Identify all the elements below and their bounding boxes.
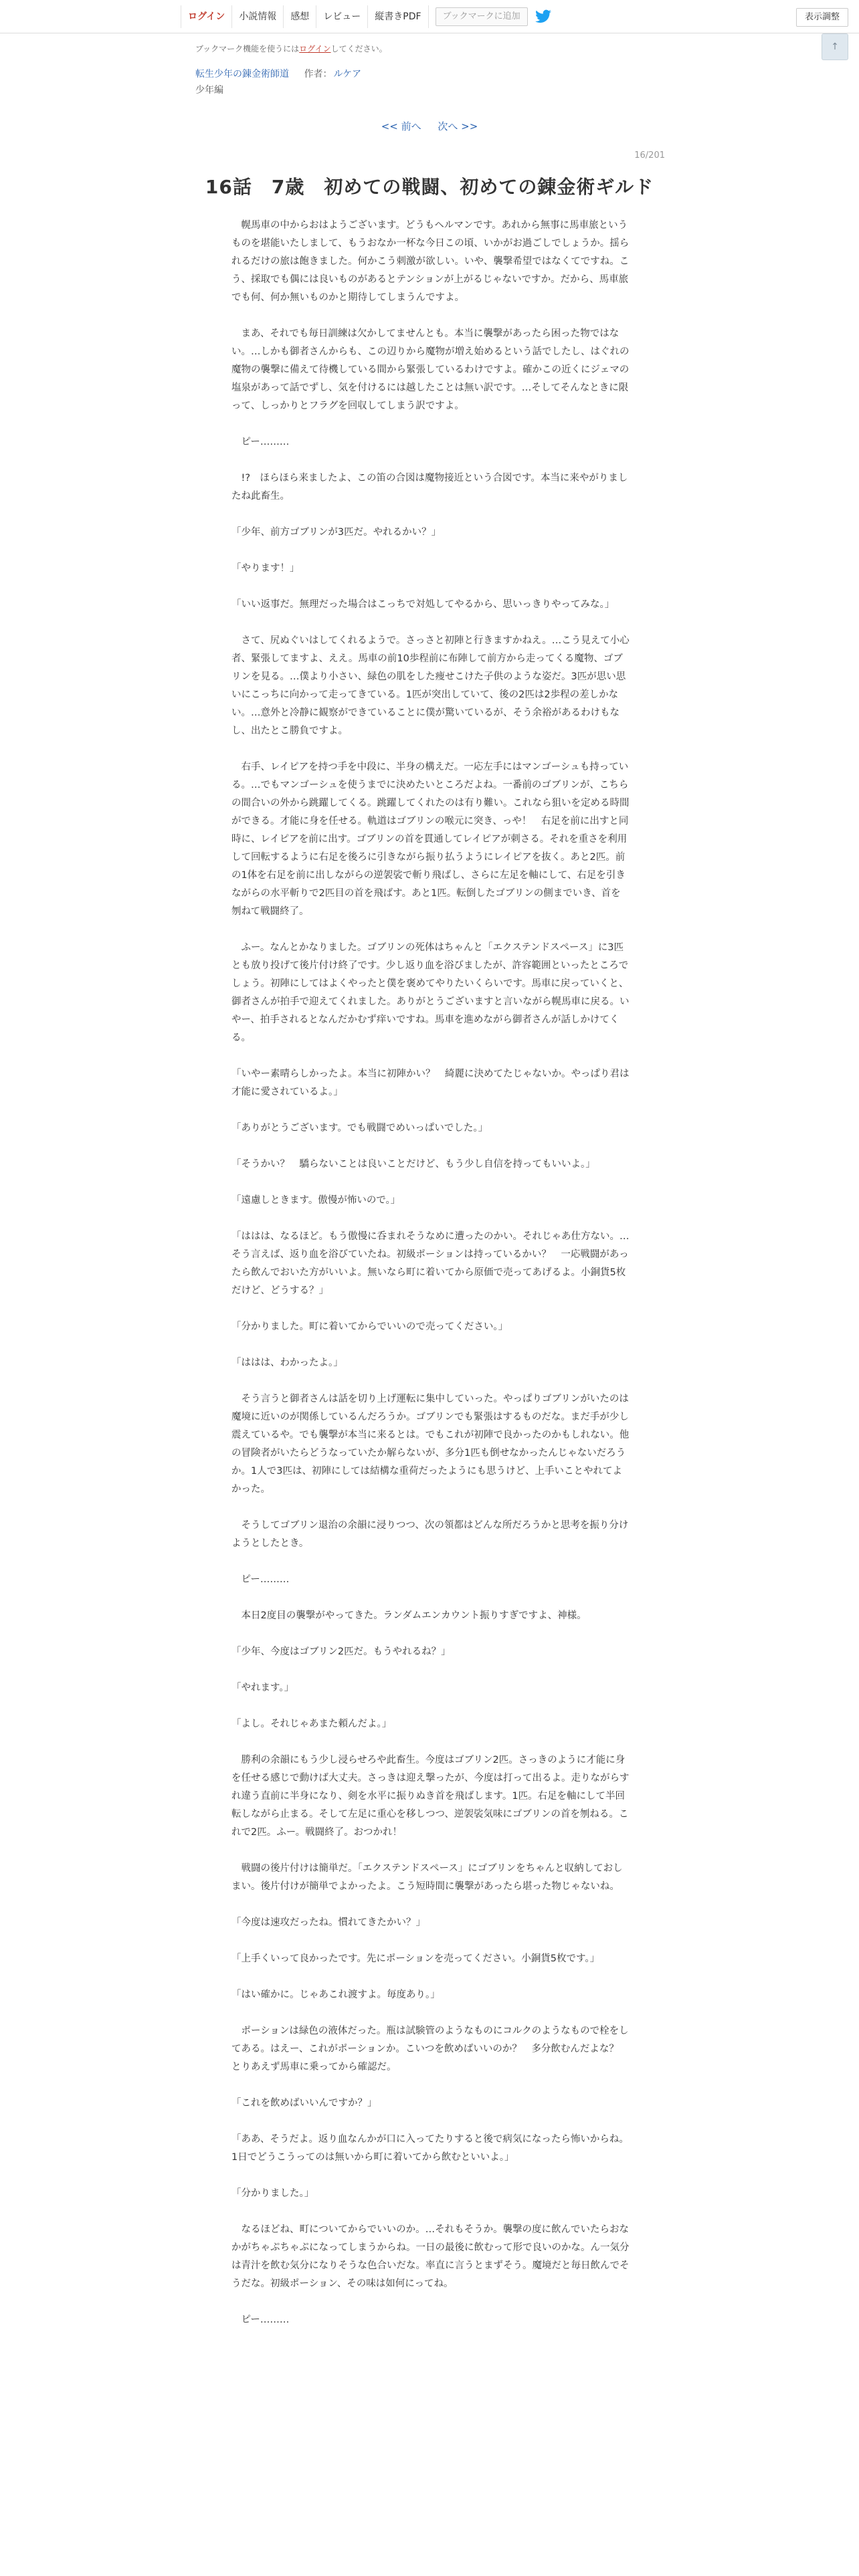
chapter-group-label: 少年編 [195,85,223,96]
notice-text-before: ブックマーク機能を使うには [195,44,300,53]
page-up-button[interactable]: ↑ [822,33,848,60]
novel-paragraph: 幌馬車の中からおはようございます。どうもヘルマンです。あれから無事に馬車旅というものを堪能いたしまして、もうおなか一杯な今日この頃、いかがお過ごしでしょうか。揺られるだけの旅は飽きました。何かこう刺激が欲しい。いや、襲撃希望ではなくてですね。こう、採取でも偶には良いものがあるとテンションが上がるじゃないですか。だから、馬車旅でも何、何か無いものかと期待してしまうんですよ。 [231,220,630,303]
nav-menu [181,5,552,28]
novel-paragraph: 「いやー素晴らしかったよ。本当に初陣かい？ 綺麗に決めてたじゃないか。やっぱり君は才能に愛されているよ。」 [231,1069,630,1097]
novel-paragraph: 勝利の余韻にもう少し浸らせろや此畜生。今度はゴブリン2匹。さっきのように才能に身を任せる感じで動けば大丈夫。さっきは迎え撃ったが、今度は打って出るよ。走りながらすれ違う直前に半身になり、剣を水平に振りぬき首を飛ばします。1匹。右足を軸にして半回転しながら止まる。そして左足に重心を移しつつ、逆袈裟気味にゴブリンの首を刎ねる。これで2匹。ふー。戦闘終了。おつかれ！ [231,1755,630,1838]
novel-paragraph: ピー……… [231,2315,290,2325]
novel-paragraph: 「分かりました。」 [231,2188,314,2199]
novel-paragraph: 「よし。それじゃあまた頼んだよ。」 [231,1719,392,1729]
novel-paragraph: 「はい確かに。じゃあこれ渡すよ。毎度あり。」 [231,1990,440,2000]
novel-paragraph: !? ほらほら来ましたよ、この笛の合図は魔物接近という合図です。本当に来やがりましたね此畜生。 [231,473,628,502]
prev-chapter-link[interactable]: << 前へ [381,120,421,132]
nav-vertical-pdf-link[interactable]: 縦書きPDF [368,5,428,28]
novel-body [231,217,630,2347]
notice-login-link[interactable]: ログイン [299,44,331,53]
novel-paragraph: 戦闘の後片付けは簡単だ。「エクステンドスペース」にゴブリンをちゃんと収納しておしまい。後片付けが簡単でよかったよ。こう短時間に襲撃があったら堪った物じゃないね。 [231,1863,623,1892]
page-counter: 16/201 [634,150,665,160]
nav-review-link[interactable]: レビュー [316,5,368,28]
novel-paragraph: 「ああ、そうだよ。返り血なんかが口に入ってたりすると後で病気になったら怖いからね。1日でどうこうってのは無いから町に着いてから飲むといいよ。」 [231,2134,629,2163]
next-chapter-link[interactable]: 次へ >> [438,120,478,132]
novel-paragraph: まあ、それでも毎日訓練は欠かしてませんとも。本当に襲撃があったら困った物ではない。…しかも御者さんからも、この辺りから魔物が増え始めるという話でしたし、はぐれの魔物の襲撃に備えて待機している間から緊張しているわけですよ。確かこの近くにジェマの塩泉があって話でずし、気を付けるには越したことは無い訳です。…そしてそんなときに限って、しっかりとフラグを回収してしまう訳ですよ。 [231,328,630,411]
novel-paragraph: 「やれます。」 [231,1683,294,1693]
novel-paragraph: 本日2度目の襲撃がやってきた。ランダムエンカウント振りすぎですよ、神様。 [231,1610,587,1621]
novel-paragraph: 「ははは、なるほど。もう傲慢に呑まれそうなめに遭ったのかい。それじゃあ仕方ない。…そう言えば、返り血を浴びていたね。初級ポーションは持っているかい？ 一応戦闘があったら飲んでおいた方がいいよ。無いなら町に着いてから原価で売ってあげるよ。小銅貨5枚だけど、どうする？」 [231,1231,630,1296]
display-settings-button[interactable]: 表示調整 [796,8,848,27]
novel-paragraph: なるほどね、町についてからでいいのか。…それもそうか。襲撃の度に飲んでいたらおなかがちゃぷちゃぷになってしまうからね。一日の最後に飲むって形で良いのかな。ん一気分は青汁を飲む気分になりそうな色合いだな。率直に言うとまずそう。魔境だと毎日飲んでそうだな。初級ポーション、その味は如何にってね。 [231,2224,630,2289]
chapter-title: 16話 7歳 初めての戦闘、初めての錬金術ギルド [205,176,654,198]
novel-paragraph: 右手、レイピアを持つ手を中段に、半身の構えだ。一応左手にはマンゴーシュも持っている。…でもマンゴーシュを使うまでに決めたいところだよね。一番前のゴブリンが、こちらの間合いの外から跳躍してくる。跳躍してくれたのは有り難い。これなら狙いを定める時間ができる。才能に身を任せる。軌道はゴブリンの喉元に突き、っや！ 右足を前に出すと同時に、レイピアを前に出す。ゴブリンの首を貫通してレイピアが刺さる。それを重さを利用して回転するように右足を後ろに引きながら振り払うようにレイピアを抜く。あと2匹。前の1体を右足を前に出しながらの逆袈裟で斬り飛ばし、さらに左足を軸にして、右足を引きながらの水平斬りで2匹目の首を飛ばす。あと1匹。転倒したゴブリンの側までいき、首を刎ねて戦闘終了。 [231,762,630,917]
novel-paragraph: ピー……… [231,437,290,447]
novel-paragraph: ふー。なんとかなりました。ゴブリンの死体はちゃんと「エクステンドスペース」に3匹とも放り投げて後片付け終了です。少し返り血を浴びましたが、許容範囲といったところでしょう。初陣にしてはよくやったと僕を褒めてやりたいくらいです。馬車に戻っていくと、御者さんが拍手で迎えてくれました。ありがとうございますと言いながら幌馬車に戻る。いやー、拍手されるとなんだかむず痒いですね。馬車を進めながら御者さんが話しかけてくる。 [231,942,630,1043]
series-title-link[interactable]: 転生少年の錬金術師道 [195,69,289,80]
novel-paragraph: ピー……… [231,1574,290,1585]
author-label: 作者： [304,69,332,80]
notice-text-after: してください。 [330,44,387,53]
novel-paragraph: 「少年、今度はゴブリン2匹だ。もうやれるね？」 [231,1646,451,1657]
twitter-bird-icon[interactable] [535,8,552,25]
novel-paragraph: 「いい返事だ。無理だった場合はこっちで対処してやるから、思いっきりやってみな。」 [231,599,615,610]
novel-paragraph: 「そうかい？ 驕らないことは良いことだけど、もう少し自信を持ってもいいよ。」 [231,1159,595,1170]
author-link[interactable]: ルケア [333,69,362,80]
nav-impressions-link[interactable]: 感想 [284,5,316,28]
add-bookmark-button[interactable]: ブックマークに追加 [436,7,528,26]
novel-paragraph: ポーションは緑色の液体だった。瓶は試験管のようなものにコルクのようなもので栓をしてある。はえー、これがポーションか。こいつを飲めばいいのか？ 多分飲むんだよな？ とりあえず馬車に乗ってから確認だ。 [231,2026,629,2072]
novel-paragraph: 「少年、前方ゴブリンが3匹だ。やれるかい？」 [231,527,442,538]
series-info [195,67,361,80]
novel-paragraph: そうしてゴブリン退治の余韻に浸りつつ、次の領都はどんな所だろうかと思考を振り分けようとしたとき。 [231,1520,629,1549]
novel-paragraph: 「分かりました。町に着いてからでいいので売ってください。」 [231,1321,508,1332]
novel-paragraph: 「上手くいって良かったです。先にポーションを売ってください。小銅貨5枚です。」 [231,1953,600,1964]
novel-paragraph: そう言うと御者さんは話を切り上げ運転に集中していった。やっぱりゴブリンがいたのは魔境に近いのが関係しているんだろうか。ゴブリンでも緊張はするものだな。まだ手が少し震えているや。でも襲撃が本当に来るとは。でもこれが初陣で良かったのかもしれない。他の冒険者がいたらどうなっていたか解らないが、多分1匹も倒せなかったんじゃないだろうか。1人で3匹は、初陣にしては結構な重荷だったようにも思うけど、上手いことやれてよかった。 [231,1394,630,1495]
novel-paragraph: 「ははは、わかったよ。」 [231,1358,343,1368]
chapter-pager [0,119,859,133]
bookmark-login-notice [195,43,387,54]
novel-paragraph: 「やります！」 [231,563,300,574]
novel-paragraph: さて、尻ぬぐいはしてくれるようで。さっさと初陣と行きますかねえ。…こう見えて小心者、緊張してますよ、ええ。馬車の前10歩程前に布陣して前方から走ってくる魔物、ゴブリンを見る。…僕より小さい、緑色の肌をした痩せこけた子供のような姿だ。3匹が思い思いにこっちに向かって走ってきている。1匹が突出していて、後の2匹は2歩程の差しかない。…意外と冷静に観察ができていることに僕が驚いているが、そう余裕があるわけもなし、出たとこ勝負ですよ。 [231,635,630,736]
novel-paragraph: 「ありがとうございます。でも戦闘でめいっぱいでした。」 [231,1123,488,1134]
top-navigation-bar [0,0,859,33]
nav-login-link[interactable]: ログイン [181,5,232,28]
nav-novel-info-link[interactable]: 小説情報 [232,5,284,28]
novel-paragraph: 「これを飲めばいいんですか？」 [231,2098,377,2109]
novel-paragraph: 「今度は速攻だったね。慣れてきたかい？」 [231,1917,425,1928]
novel-paragraph: 「遠慮しときます。傲慢が怖いので。」 [231,1195,401,1206]
